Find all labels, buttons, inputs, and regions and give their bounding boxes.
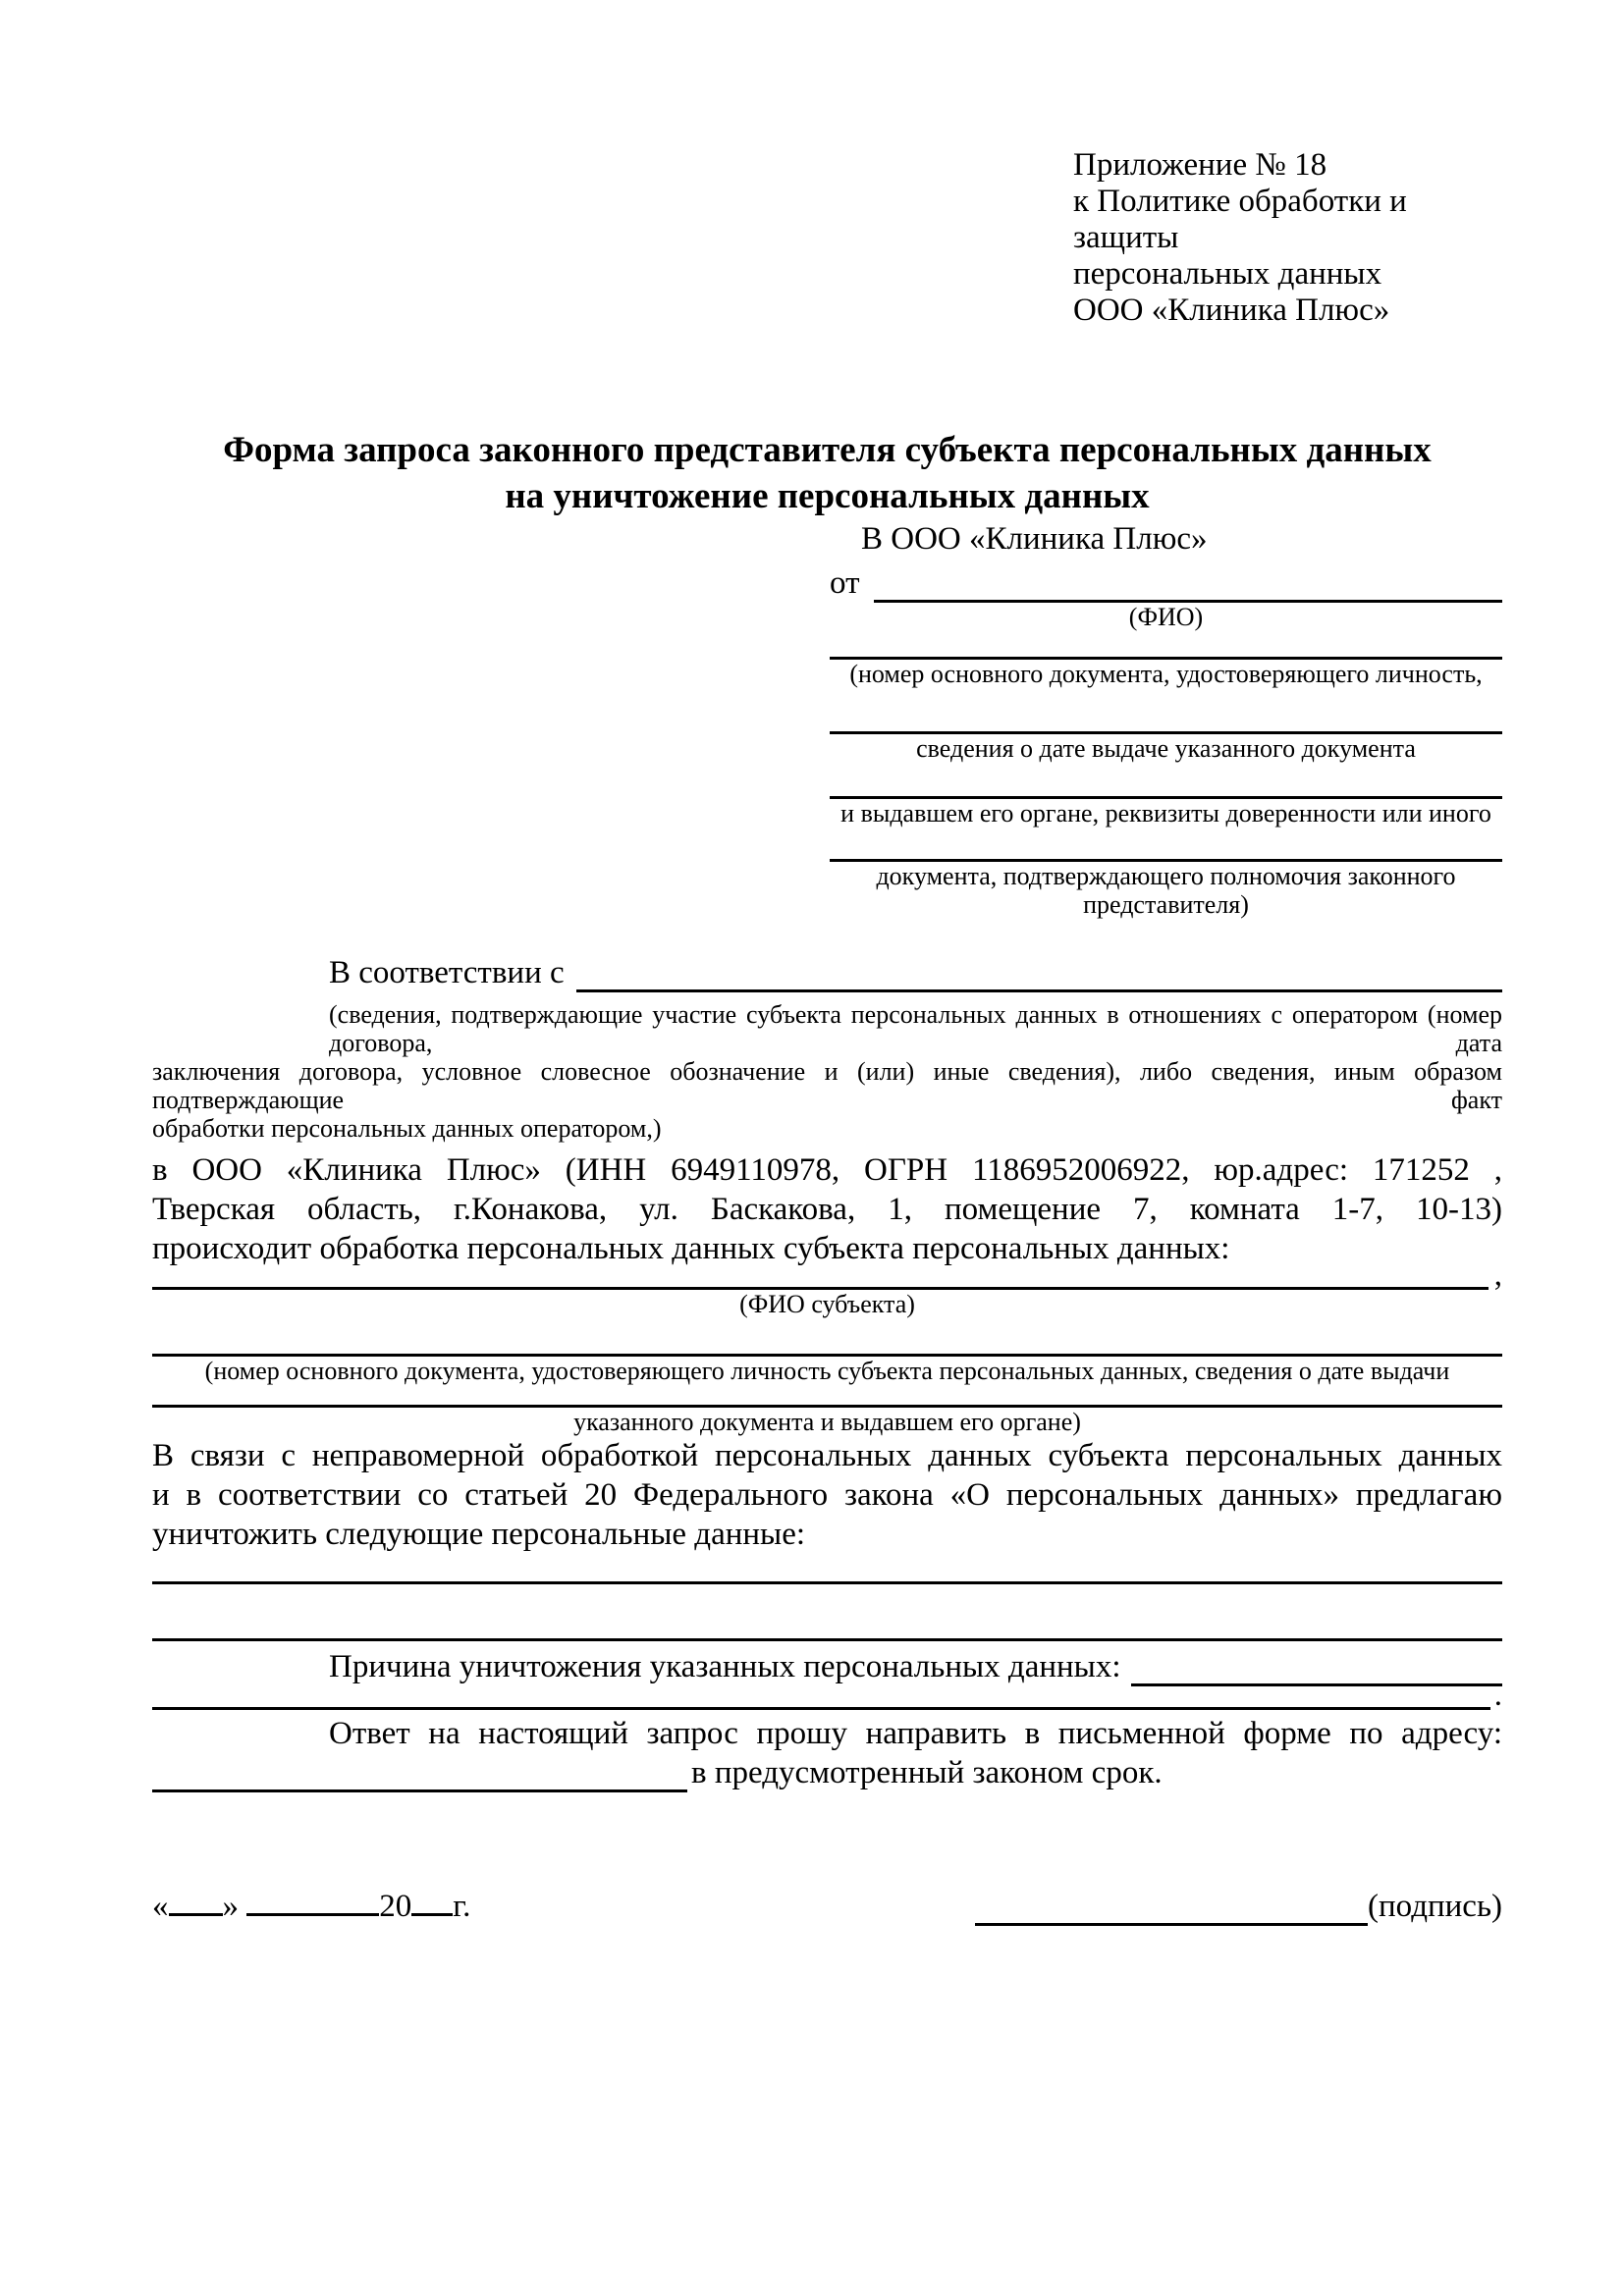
representative-doc-field-4[interactable]	[830, 828, 1502, 862]
reason-row-2	[152, 1678, 1502, 1713]
operator-line-1: в ООО «Клиника Плюс» (ИНН 6949110978, ОГРН 1186952006922, юр.адрес: 171252 ,	[152, 1152, 1502, 1188]
title-line-2: на уничтожение персональных данных	[505, 476, 1150, 516]
signature-caption: (подпись)	[1368, 1889, 1502, 1924]
signature-group	[975, 1886, 1502, 1926]
operator-paragraph	[152, 1150, 1502, 1268]
answer-line-1: Ответ на настоящий запрос прошу направить в письменной форме по адресу:	[329, 1716, 1502, 1751]
appendix-line-1: Приложение № 18	[1073, 147, 1327, 183]
subject-doc-field-1[interactable]	[152, 1318, 1502, 1357]
reason-period: .	[1493, 1678, 1502, 1713]
operator-line-3: происходит обработка персональных данных субъекта персональных данных:	[152, 1231, 1230, 1266]
reason-label: Причина уничтожения указанных персональных данных:	[329, 1649, 1121, 1684]
representative-doc-caption-2: сведения о дате выдаче указанного документа	[916, 734, 1416, 763]
title-line-1: Форма запроса законного представителя субъекта персональных данных	[223, 430, 1432, 470]
subject-doc-field-2[interactable]	[152, 1385, 1502, 1408]
from-label: от	[830, 565, 860, 601]
data-to-destroy-field-1[interactable]	[152, 1554, 1502, 1584]
representative-doc-caption-1: (номер основного документа, удостоверяющего личность,	[849, 660, 1483, 688]
subject-fio-comma: ,	[1493, 1257, 1502, 1293]
date-quote-open: «	[152, 1889, 169, 1924]
date-month-field[interactable]	[246, 1913, 379, 1916]
subject-fio-caption: (ФИО субъекта)	[739, 1290, 915, 1318]
date-day-field[interactable]	[169, 1913, 223, 1916]
appendix-line-2: к Политике обработки и защиты	[1073, 184, 1407, 255]
accordance-note-line-3: обработки персональных данных оператором,)	[152, 1114, 662, 1143]
request-paragraph	[152, 1436, 1502, 1554]
reason-row	[152, 1647, 1502, 1686]
answer-row-2	[152, 1753, 1502, 1792]
answer-tail: в предусмотренный законом срок.	[691, 1755, 1163, 1790]
operator-line-2: Тверская область, г.Конакова, ул. Баскакова, 1, помещение 7, комната 1-7, 10-13)	[152, 1192, 1502, 1227]
representative-doc-field-1[interactable]	[830, 631, 1502, 660]
from-row	[830, 559, 1502, 603]
accordance-label: В соответствии с	[329, 955, 565, 990]
fio-caption: (ФИО)	[1128, 603, 1204, 631]
answer-address-field[interactable]	[152, 1750, 687, 1792]
appendix-note	[1073, 147, 1505, 329]
request-line-1: В связи с неправомерной обработкой персональных данных субъекта персональных данных	[152, 1438, 1502, 1473]
request-line-2: и в соответствии со статьей 20 Федерального закона «О персональных данных» предлагаю	[152, 1477, 1502, 1513]
date-group	[152, 1887, 470, 1926]
subject-doc-caption-1: (номер основного документа, удостоверяющего личность субъекта персональных данных, сведения о дате выдачи	[204, 1357, 1450, 1385]
reason-field-2[interactable]	[152, 1707, 1490, 1710]
accordance-note	[152, 1000, 1502, 1143]
representative-doc-field-2[interactable]	[830, 688, 1502, 734]
data-to-destroy-field-2[interactable]	[152, 1584, 1502, 1641]
subject-doc-caption-2: указанного документа и выдавшем его органе)	[573, 1408, 1081, 1436]
accordance-note-line-2: заключения договора, условное словесное обозначение и (или) иные сведения), либо сведения, иным образом подтверждающие факт	[152, 1057, 1502, 1114]
date-year-suffix: г.	[453, 1889, 471, 1924]
reason-field-1[interactable]	[1131, 1683, 1502, 1686]
subject-fio-row	[152, 1257, 1502, 1293]
representative-doc-field-3[interactable]	[830, 763, 1502, 799]
request-line-3: уничтожить следующие персональные данные:	[152, 1517, 806, 1552]
signature-field[interactable]	[975, 1886, 1368, 1926]
footer-row	[152, 1886, 1502, 1926]
appendix-line-3: персональных данных	[1073, 256, 1382, 292]
addressee-to: В ООО «Клиника Плюс»	[861, 521, 1208, 557]
document-title	[152, 427, 1502, 519]
representative-doc-caption-4: документа, подтверждающего полномочия законного представителя)	[876, 862, 1456, 919]
date-quote-close: »	[222, 1889, 239, 1924]
addressee-block	[830, 519, 1502, 919]
representative-doc-caption-3: и выдавшем его органе, реквизиты доверенности или иного	[840, 799, 1491, 828]
accordance-field[interactable]	[576, 989, 1502, 992]
accordance-row	[152, 953, 1502, 992]
date-year-prefix: 20	[379, 1889, 412, 1924]
appendix-line-4: ООО «Клиника Плюс»	[1073, 293, 1390, 328]
accordance-note-line-1: (сведения, подтверждающие участие субъекта персональных данных в отношениях с оператором (номер договора, дата	[329, 1000, 1502, 1057]
date-year-field[interactable]	[411, 1913, 453, 1916]
